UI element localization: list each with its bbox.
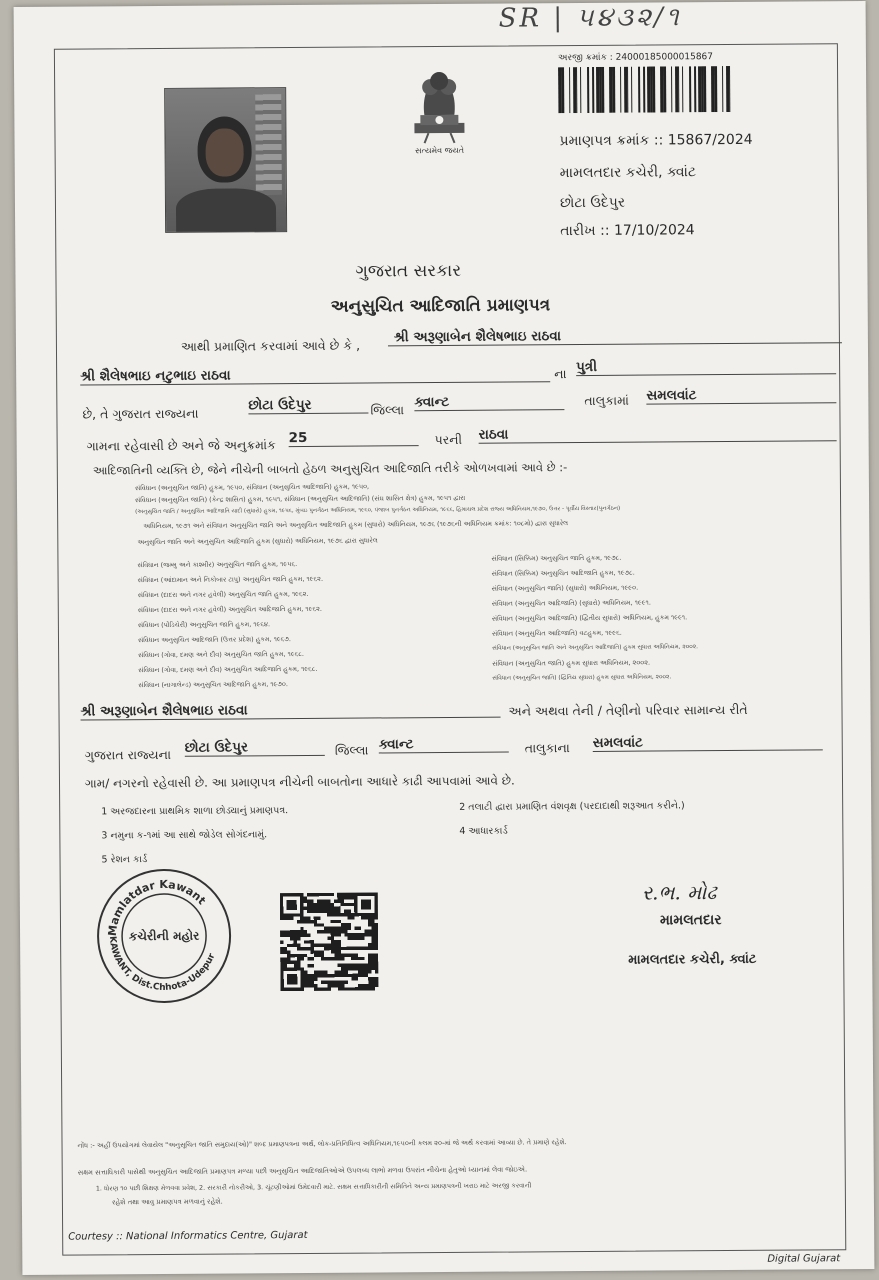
certificate-title: અનુસુચિત આદિજાતિ પ્રમાણપત્ર: [330, 295, 551, 317]
taluka-label-repeat: તાલુકાના: [524, 740, 570, 756]
signature: ર.ભ. મોઢ: [641, 880, 717, 905]
order-item: સંવિધાન (અનુસુચિત જાતિ) હુકમ સુધારા અધિનિયમ, ૨૦૦૨.: [492, 658, 651, 668]
parent-name: શ્રી શૈલેષભાઇ નટુભાઇ રાઠવા: [80, 365, 550, 385]
emblem-motto: સત્યમેવ જયતે: [415, 145, 465, 156]
basis-text: ગામ/ નગરનો રહેવાસી છે. આ પ્રમાણપત્ર નીચેની બાબતોના આધારે કાઢી આપવામાં આવે છે.: [84, 773, 515, 791]
qr-code-icon: [280, 892, 379, 991]
district-label-repeat: જિલ્લા: [334, 742, 369, 758]
district-label: જિલ્લા: [370, 402, 405, 418]
document-item-2: 2 તલાટી દ્વારા પ્રમાણિત વંશવૃક્ષ (પરદાદાથી શરૂઆત કરીને.): [459, 800, 685, 813]
district-value: છોટા ઉદેપુર: [248, 397, 368, 415]
state-text: છે, તે ગુજરાત રાજ્યના: [82, 405, 199, 422]
order-item: સંવિધાન (અનુસુચિત આદિજાતિ) (સુધારો) અધિનિયમ, ૧૯૯૧.: [491, 598, 651, 608]
applicant-name: શ્રી અરૂણાબેન શૈલેષભાઇ રાઠવા: [388, 326, 842, 346]
national-emblem-icon: [404, 59, 475, 154]
issuing-office: મામલતદાર કચેરી, ક્વાંટ: [559, 164, 697, 182]
document-item-5: 5 રેશન કાર્ડ: [101, 854, 148, 866]
taluka-value-repeat: સમલવાંટ: [593, 733, 823, 752]
seal-center: કચેરીની મહોર: [128, 928, 200, 944]
order-item: સંવિધાન (ગોવા, દમણ અને દીવ) અનુસુચિત આદિજાતિ હુકમ, ૧૯૬૮.: [138, 664, 318, 675]
order-item: સંવિધાન (દાદરા અને નગર હવેલી) અનુસુચિત જાતિ હુકમ, ૧૯૬૨.: [137, 589, 309, 600]
order-item: સંવિધાન (અનુસુચિત જાતિ અને અનુસુચિત આદિજાતિ) હુકમ સુધારા અધિનિયમ, ૨૦૦૨.: [492, 644, 699, 652]
par-label: પરની: [434, 431, 463, 448]
courtesy-note: Courtesy :: National Informatics Centre, Gujarat: [68, 1229, 308, 1243]
district-value-repeat: છોટા ઉદેપુર: [185, 739, 325, 757]
issue-date: 17/10/2024: [613, 222, 695, 239]
order-item: સંવિધાન (આંદામાન અને નિકોબાર ટાપુ) અનુસુચિત જાતિ હુકમ, ૧૯૬૨.: [137, 574, 324, 585]
certificate-number-label: પ્રમાણપત્ર ક્રમાંક ::: [559, 132, 664, 150]
government-title: ગુજરાત સરકાર: [355, 260, 462, 282]
order-line-3: (અનુસુચિત જાતિ / અનુસુચિત આદિજાતિ યાદી (સુધારો) હુકમ, ૧૯૫૬, મુંબઇ પુનર્ગઠન અધિનિયમ, ૧૯૬૦, પંજાબ પુનર્ગઠન અધિનિયમ, ૧૯૬૬, હિમાચલ પ્રદેશ રાજ્ય અધિનિયમ,૧૯૭૦, ઉત્તર - પૂર્વીય વિસ્તાર(પુનર્ગઠન): [135, 505, 621, 516]
orders-right-list: [491, 549, 832, 686]
orders-left-list: [137, 556, 478, 693]
footnote-2: સક્ષમ સત્તાધિકારી પાસેથી અનુસુચિત આદિજાતિ પ્રમાણપત્ર મળ્યા પછી અનુસુચિત આદિજાતિઓએ ઉપલબ્ધ લાભો મળવા ઉપરાંત નીચેના હેતુઓ ધ્યાનમાં લેવા જોઇએ.: [77, 1165, 528, 1177]
order-item: સંવિધાન (અનુસુચિત આદિજાતિ) (દ્વિતીય સુધારો) અધિનિયમ, હુકમ ૧૯૯૧.: [491, 613, 688, 623]
order-item: સંવિધાન (અનુસુચિત જાતિ) (દ્વિતિય સુધારા) હુકમ સુધારા અધિનિયમ, ૨૦૦૨.: [492, 674, 672, 682]
handwritten-note: SR | ૫૪૩૨/૧: [498, 2, 682, 34]
certificate-page: [14, 1, 875, 1275]
footnote-4: રહેશે તથા આવુ પ્રમાણપત્ર મળવાનું રહેશે.: [111, 1197, 223, 1207]
applicant-photo: [164, 87, 287, 233]
application-number: અરજી ક્રમાંક : 24000185000015867: [557, 52, 714, 64]
footnote-3: 1. ધોરણ ૧૦ પછી શિક્ષણ મેળવવા પ્રવેશ, 2. સરકારી નોકરીઓ, 3. ચૂંટણીઓમાં ઉમેદવારી માટે. સક્ષમ સત્તાધિકારીની સમિતિને અન્ય પ્રમાણપત્રની ખરાઇ માટે અરજી કરવાની: [95, 1181, 532, 1193]
family-text: અને અથવા તેની / તેણીનો પરિવાર સામાન્ય રીતે: [508, 701, 748, 719]
order-item: સંવિધાન (અનુસુચિત આદિજાતિ) વટહુકમ, ૧૯૯૬.: [491, 628, 622, 638]
order-line-2: સંવિધાન (અનુસુચિત જાતિ) (કેન્દ્ર શાસિત) હુકમ, ૧૯૫૧, સંવિધાન (અનુસુચિત આદિજાતિ) (સંઘ શાસિત ક્ષેત્ર) હુકમ, ૧૯૫૧ દ્વારા: [135, 493, 466, 505]
village-text: ગામના રહેવાસી છે અને જે અનુક્રમાંક: [86, 437, 276, 454]
certify-text: આથી પ્રમાણિત કરવામાં આવે છે કે ,: [180, 337, 361, 354]
taluka-value: સમલવાંટ: [646, 386, 836, 404]
issue-date-label: તારીખ ::: [560, 222, 610, 240]
order-item: સંવિધાન (દાદરા અને નગર હવેલી) અનુસુચિત આદિજાતિ હુકમ, ૧૯૬૨.: [137, 604, 322, 615]
order-item: સંવિધાન અનુસુચિત આદિજાતિ (ઉત્તર પ્રદેશ) હુકમ, ૧૯૬૭.: [137, 635, 291, 645]
order-item: સંવિધાન (પોંડિચેરી) અનુસુચિત જાતિ હુકમ, ૧૯૬૪.: [137, 620, 271, 630]
digital-gujarat-label: Digital Gujarat: [767, 1253, 841, 1265]
taluka-label: તાલુકામાં: [584, 392, 629, 409]
tribe-name: રાઠવા: [479, 424, 837, 443]
tribe-recognition-text: આદિજાતિની વ્યક્તિ છે, જેને નીચેની બાબતો હેઠળ અનુસુચિત આદિજાતિ તરીકે ઓળખવામાં આવે છે :-: [92, 460, 568, 478]
serial-number: 25: [289, 429, 419, 447]
na-label: ના: [554, 366, 567, 382]
signatory-office: મામલતદાર કચેરી, ક્વાંટ: [628, 951, 757, 968]
order-item: સંવિધાન (અનુસુચિત જાતિ) (સુધારો) અધિનિયમ, ૧૯૯૦.: [491, 583, 639, 593]
document-item-1: 1 અરજદારના પ્રાથમિક શાળા છોડ્યાનું પ્રમાણપત્ર.: [101, 805, 289, 818]
order-item: સંવિધાન (ગોવા, દમણ અને દીવ) અનુસુચિત જાતિ હુકમ, ૧૯૬૮.: [138, 649, 305, 660]
order-item: સંવિધાન (સિક્કિમ) અનુસુચિત જાતિ હુકમ, ૧૯૭૮.: [491, 553, 622, 563]
issuing-district: છોટા ઉદેપુર: [559, 194, 626, 212]
certificate-number-row: [559, 132, 752, 149]
seal-ring-bottom: KAWANT, Dist.Chhota-Udepur: [106, 935, 218, 994]
seal-ring-top: Mamlatdar Kawant: [105, 877, 209, 937]
signatory-designation: મામલતદાર: [659, 912, 722, 929]
state-text-repeat: ગુજરાત રાજ્યના: [84, 746, 172, 763]
sub-district-value: ક્વાન્ટ: [414, 393, 564, 411]
order-line-5: અનુસુચિત જાતિ અને અનુસુચિત આદિજાતિ હુકમ (સુધારો) અધિનિયમ, ૧૯૭૬ દ્વારા સુધારેલ: [137, 536, 378, 547]
document-item-3: 3 નમુના ક-૧માં આ સાથે જોડેલ સોગંદનામું.: [101, 829, 268, 842]
barcode-icon: [558, 66, 734, 113]
office-seal: [94, 865, 235, 1006]
relation: પુત્રી: [576, 357, 836, 376]
order-line-1: સંવિધાન (અનુસુચિત જાતિ) હુકમ, ૧૯૫૦, સંવિધાન (અનુસુચિત આદિજાતિ) હુકમ, ૧૯૫૦,: [134, 482, 370, 493]
sub-district-value-repeat: ક્વાન્ટ: [379, 736, 509, 754]
order-item: સંવિધાન (સિક્કિમ) અનુસુચિત આદિજાતિ હુકમ, ૧૯૭૮.: [491, 568, 635, 578]
order-line-4: અધિનિયમ, ૧૯૭૧ અને સંવિધાન અનુસુચિત જાતિ અને અનુસુચિત આદિજાતિ હુકમ (સુધારો) અધિનિયમ, ૧૯૭૬ (૧૯૭૬ની અધિનિયમ ક્રમાંક: ૧૦૮મો) દ્વારા સુધારેલ: [143, 519, 569, 531]
certificate-number: 15867/2024: [667, 131, 753, 149]
footnote-1: નોંધ :- અહીં ઉપયોગમાં લેવાયેલ "અનુસૂચિત જાતિ સમુદાય(ઓ)" શબ્દ પ્રમાણપત્રના અર્થ, લોક-પ્રતિનિધિત્વ અધિનિયમ,૧૯૫૦ની કલમ ૨૦-માં જે અર્થ કરવામાં આવ્યા છે. તે પ્રમાણે રહેશે.: [77, 1138, 567, 1150]
order-item: સંવિધાન (જમ્મુ અને કાશ્મીર) અનુસુચિત જાતિ હુકમ, ૧૯૫૬.: [137, 560, 298, 570]
order-item: સંવિધાન (નાગાલેન્ડ) અનુસુચિત આદિજાતિ હુકમ, ૧૯૭૦.: [138, 680, 288, 690]
applicant-name-repeat: શ્રી અરૂણાબેન શૈલેષભાઇ રાઠવા: [80, 701, 500, 721]
document-item-4: 4 આધારકાર્ડ: [459, 825, 508, 837]
issue-date-row: [560, 222, 695, 239]
